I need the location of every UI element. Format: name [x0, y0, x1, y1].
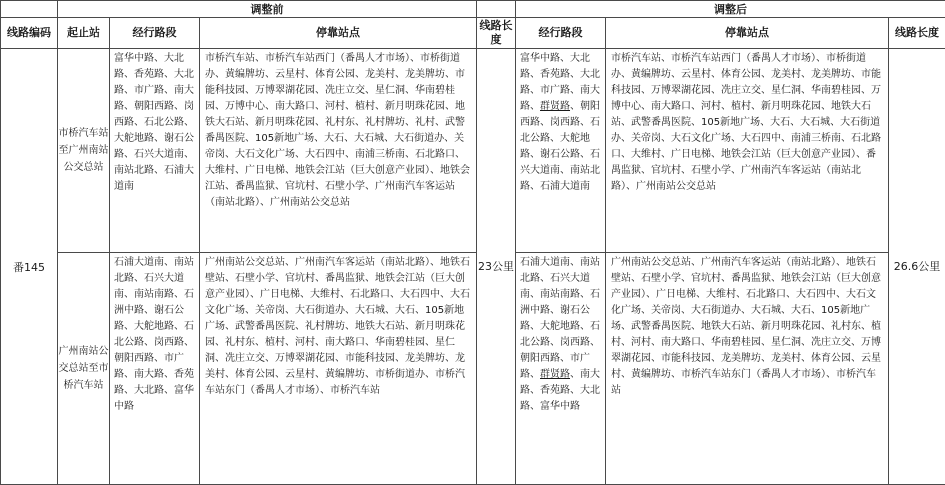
header-start-end: 起止站 — [58, 18, 110, 49]
segments-after-dir1-new-road: 群贤路 — [540, 101, 571, 112]
section-divider-blank — [477, 1, 516, 18]
stops-before-dir1: 市桥汽车站、市桥汽车站西门（番禺人才市场）、市桥街道办、黄编牌坊、云星村、体育公园、龙美村、龙美牌坊、市能科技园、万博翠湖花园、冼庄立交、星仁洞、华南碧桂园、万博中心、南大路口、河村、植村、新月明珠花园、地铁大石站、新月明珠花园、礼村东、礼村牌坊、礼村、武警番禺医院、105新地广场、大石、大石城、大石街道办、关帝岗、大石文化广场、大石四中、南浦三桥南、石北路口、大维村、广日电梯、地铁会江站（巨大创意产业园）、地铁会江站、番禺监狱、官坑村、石壁小学、广州南汽车客运站（南站北路）、广州南站公交总站 — [200, 49, 477, 253]
stops-before-dir2: 广州南站公交总站、广州南汽车客运站（南站北路）、地铁石壁站、石壁小学、官坑村、番禺监狱、地铁会江站（巨大创意产业园）、广日电梯、大维村、石北路口、大石四中、大石文化广场、关帝岗、大石街道办、大石城、大石、105新地广场、武警番禺医院、礼村牌坊、地铁大石站、新月明珠花园、礼村东、植村、河村、南大路口、华南碧桂园、星仁洞、冼庄立交、万博翠湖花园、市能科技园、龙美牌坊、龙美村、体育公园、云星村、黄编牌坊、市桥街道办、市桥汽车站东门（番禺人才市场）、市桥汽车站 — [200, 253, 477, 485]
segments-after-dir2-new-road: 群贤路 — [540, 369, 571, 380]
header-length-before: 线路长度 — [477, 18, 516, 49]
start-end-dir2: 广州南站公交总站至市桥汽车站 — [58, 253, 110, 485]
start-end-dir1: 市桥汽车站至广州南站公交总站 — [58, 49, 110, 253]
header-route-code: 线路编码 — [1, 18, 58, 49]
header-stops-before: 停靠站点 — [200, 18, 477, 49]
corner-blank — [1, 1, 58, 18]
segments-before-dir2: 石浦大道南、南站北路、石兴大道南、南站南路、石洲中路、谢石公路、大舵地路、石北公路、岗西路、朝阳西路、市广路、南大路、香苑路、大北路、富华中路 — [110, 253, 200, 485]
stops-after-dir1: 市桥汽车站、市桥汽车站西门（番禺人才市场）、市桥街道办、黄编牌坊、云星村、体育公园、龙美村、龙美牌坊、市能科技园、万博翠湖花园、冼庄立交、星仁洞、华南碧桂园、万博中心、南大路口、河村、植村、新月明珠花园、地铁大石站、武警番禺医院、105新地广场、大石、大石城、大石街道办、关帝岗、大石文化广场、大石四中、南浦三桥南、石北路口、大维村、广日电梯、地铁会江站（巨大创意产业园）、番禺监狱、官坑村、石壁小学、广州南汽车客运站（南站北路）、广州南站公交总站 — [606, 49, 889, 253]
segments-after-dir1 — [516, 49, 606, 253]
length-before: 23公里 — [477, 49, 516, 485]
header-length-after: 线路长度 — [889, 18, 945, 49]
segments-after-dir1-part1: 富华中路、大北路、香苑路、大北路、市广路、南大路、 — [520, 53, 601, 112]
segments-after-dir1-part2: 、朝阳西路、岗西路、石北公路、大舵地路、谢石公路、石兴大道南、南站北路、石浦大道南 — [520, 101, 601, 192]
header-segments-before: 经行路段 — [110, 18, 200, 49]
section-before-title: 调整前 — [58, 1, 477, 18]
segments-after-dir2 — [516, 253, 606, 485]
segments-after-dir2-part2: 、南大路、香苑路、大北路、富华中路 — [520, 369, 601, 412]
segments-before-dir1: 富华中路、大北路、香苑路、大北路、市广路、南大路、朝阳西路、岗西路、石北公路、大舵地路、谢石公路、石兴大道南、南站北路、石浦大道南 — [110, 49, 200, 253]
header-stops-after: 停靠站点 — [606, 18, 889, 49]
length-after: 26.6公里 — [889, 49, 945, 485]
route-code: 番145 — [1, 49, 58, 485]
header-segments-after: 经行路段 — [516, 18, 606, 49]
section-after-title: 调整后 — [516, 1, 945, 18]
stops-after-dir2: 广州南站公交总站、广州南汽车客运站（南站北路）、地铁石壁站、石壁小学、官坑村、番禺监狱、地铁会江站（巨大创意产业园）、广日电梯、大维村、石北路口、大石四中、大石文化广场、关帝岗、大石街道办、大石城、大石、105新地广场、武警番禺医院、地铁大石站、新月明珠花园、礼村东、植村、河村、南大路口、华南碧桂园、星仁洞、冼庄立交、万博翠湖花园、市能科技园、龙美牌坊、龙美村、体育公园、云星村、黄编牌坊、市桥汽车站东门（番禺人才市场）、市桥汽车站 — [606, 253, 889, 485]
segments-after-dir2-part1: 石浦大道南、南站北路、石兴大道南、南站南路、石洲中路、谢石公路、大舵地路、石北公路、岗西路、朝阳西路、市广路、 — [520, 257, 601, 380]
